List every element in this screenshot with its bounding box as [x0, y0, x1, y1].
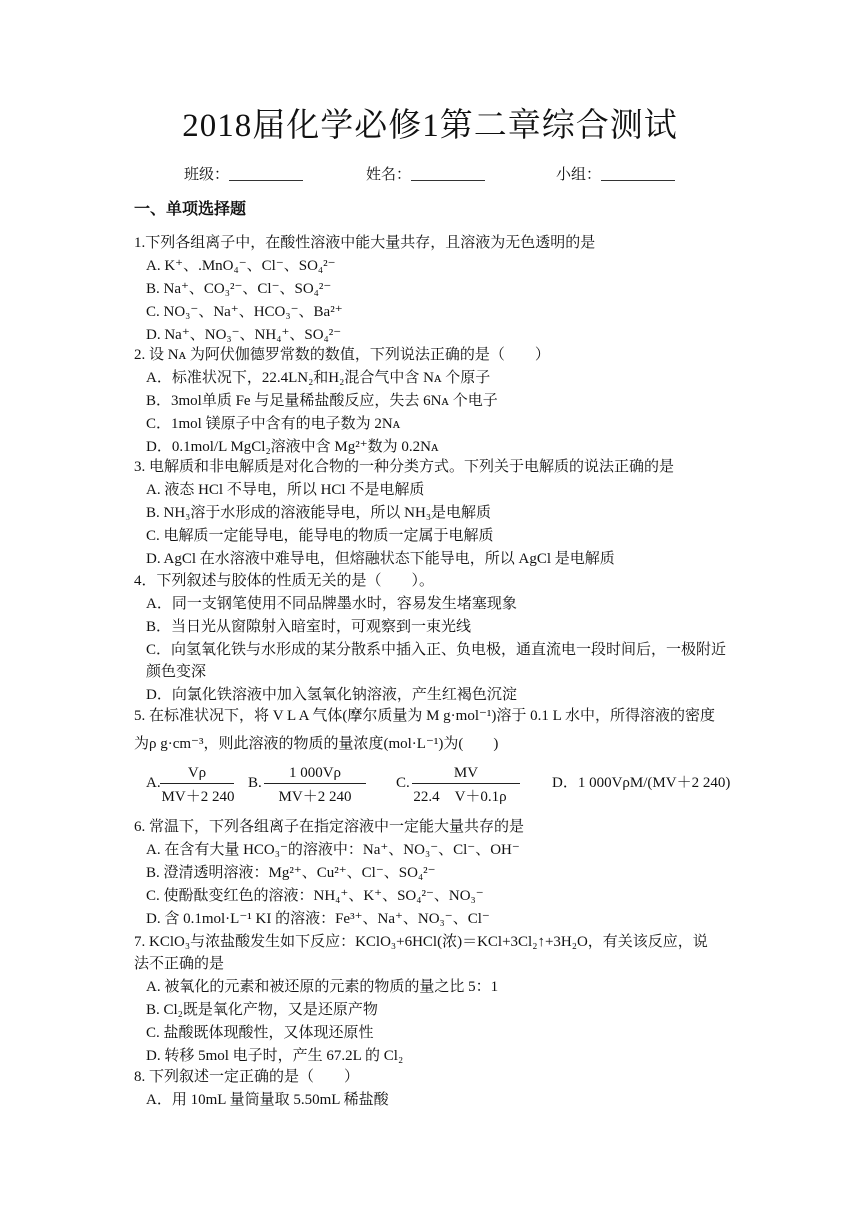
- group-label: 小组：: [556, 167, 602, 183]
- question-4-stem: 4．下列叙述与胶体的性质无关的是（ ）。: [134, 573, 435, 589]
- question-3-option-c: C. 电解质一定能导电，能导电的物质一定属于电解质: [146, 528, 494, 544]
- question-5-stem-continued: 为ρ g·cm⁻³，则此溶液的物质的量浓度(mol·L⁻¹)为( ): [134, 736, 499, 752]
- question-1-stem: 1.下列各组离子中，在酸性溶液中能大量共存，且溶液为无色透明的是: [134, 235, 596, 251]
- name-field[interactable]: [366, 164, 485, 186]
- question-1-option-d: D. Na⁺、NO₃⁻、NH₄⁺、SO₄²⁻: [146, 327, 342, 343]
- section-heading: 一、单项选择题: [134, 199, 247, 218]
- question-4-option-a: A．同一支钢笔使用不同品牌墨水时，容易发生堵塞现象: [146, 596, 517, 612]
- class-blank[interactable]: [229, 165, 303, 181]
- question-8-option-a: A．用 10mL 量筒量取 5.50mL 稀盐酸: [146, 1092, 389, 1108]
- question-6-option-a: A. 在含有大量 HCO₃⁻的溶液中：Na⁺、NO₃⁻、Cl⁻、OH⁻: [146, 842, 520, 858]
- group-blank[interactable]: [601, 165, 675, 181]
- question-6-option-b: B. 澄清透明溶液：Mg²⁺、Cu²⁺、Cl⁻、SO₄²⁻: [146, 865, 436, 881]
- question-1-option-b: B. Na⁺、CO₃²⁻、Cl⁻、SO₄²⁻: [146, 281, 332, 297]
- option-label: C.: [396, 775, 410, 791]
- question-5-option-d: D．1 000VρM/(MV＋2 240): [552, 775, 731, 791]
- question-4-option-d: D．向氯化铁溶液中加入氢氧化钠溶液，产生红褐色沉淀: [146, 687, 517, 703]
- question-4-option-b: B．当日光从窗隙射入暗室时，可观察到一束光线: [146, 619, 472, 635]
- question-4-option-c-continued: 颜色变深: [146, 664, 207, 680]
- fraction-numerator: MV: [412, 763, 520, 784]
- question-2-stem: 2. 设 Nᴀ 为阿伏伽德罗常数的数值，下列说法正确的是（ ）: [134, 347, 550, 363]
- question-6-option-d: D. 含 0.1mol·L⁻¹ KI 的溶液：Fe³⁺、Na⁺、NO₃⁻、Cl⁻: [146, 911, 490, 927]
- fraction-numerator: 1 000Vρ: [264, 763, 366, 784]
- question-6-stem: 6. 常温下，下列各组离子在指定溶液中一定能大量共存的是: [134, 819, 525, 835]
- name-label: 姓名：: [366, 167, 412, 183]
- page-title: 2018届化学必修1第二章综合测试: [182, 108, 678, 144]
- fraction-numerator: Vρ: [160, 763, 234, 784]
- question-1-option-a: A. K⁺、.MnO₄⁻、Cl⁻、SO₄²⁻: [146, 258, 336, 274]
- question-3-option-b: B. NH₃溶于水形成的溶液能导电，所以 NH₃是电解质: [146, 505, 492, 521]
- question-2-option-a: A．标准状况下，22.4LN₂和H₂混合气中含 Nᴀ 个原子: [146, 370, 491, 386]
- question-4-option-c: C．向氢氧化铁与水形成的某分散系中插入正、负电极，通直流电一段时间后，一极附近: [146, 642, 727, 658]
- question-7-option-a: A. 被氧化的元素和被还原的元素的物质的量之比 5：1: [146, 979, 499, 995]
- question-3-stem: 3. 电解质和非电解质是对化合物的一种分类方式。下列关于电解质的说法正确的是: [134, 459, 675, 475]
- question-3-option-a: A. 液态 HCl 不导电，所以 HCl 不是电解质: [146, 482, 425, 498]
- question-1-option-c: C. NO₃⁻、Na⁺、HCO₃⁻、Ba²⁺: [146, 304, 343, 320]
- question-6-option-c: C. 使酚酞变红色的溶液：NH₄⁺、K⁺、SO₄²⁻、NO₃⁻: [146, 888, 484, 904]
- fraction-denominator: MV＋2 240: [161, 789, 235, 805]
- question-3-option-d: D. AgCl 在水溶液中难导电，但熔融状态下能导电，所以 AgCl 是电解质: [146, 551, 615, 567]
- option-label: B.: [248, 775, 262, 791]
- group-field[interactable]: [556, 164, 675, 186]
- question-8-stem: 8. 下列叙述一定正确的是（ ）: [134, 1069, 360, 1085]
- question-7-option-d: D. 转移 5mol 电子时，产生 67.2L 的 Cl₂: [146, 1048, 404, 1064]
- question-7-option-c: C. 盐酸既体现酸性，又体现还原性: [146, 1025, 374, 1041]
- question-5-stem: 5. 在标准状况下，将 V L A 气体(摩尔质量为 M g·mol⁻¹)溶于 0.1 L 水中，所得溶液的密度: [134, 708, 716, 724]
- question-7-stem: 7. KClO₃与浓盐酸发生如下反应：KClO₃+6HCl(浓)＝KCl+3Cl₂↑+3H₂O，有关该反应，说: [134, 934, 708, 950]
- question-7-option-b: B. Cl₂既是氧化产物，又是还原产物: [146, 1002, 378, 1018]
- fraction-denominator: MV＋2 240: [278, 789, 352, 805]
- question-2-option-b: B．3mol单质 Fe 与足量稀盐酸反应，失去 6Nᴀ 个电子: [146, 393, 498, 409]
- option-label: A.: [146, 775, 161, 791]
- name-blank[interactable]: [411, 165, 485, 181]
- question-7-stem-continued: 法不正确的是: [134, 956, 225, 972]
- class-label: 班级：: [184, 167, 230, 183]
- question-2-option-c: C．1mol 镁原子中含有的电子数为 2Nᴀ: [146, 416, 401, 432]
- class-field[interactable]: [184, 164, 303, 186]
- question-2-option-d: D．0.1mol/L MgCl₂溶液中含 Mg²⁺数为 0.2Nᴀ: [146, 439, 439, 455]
- fraction-denominator: 22.4 V＋0.1ρ: [413, 789, 507, 805]
